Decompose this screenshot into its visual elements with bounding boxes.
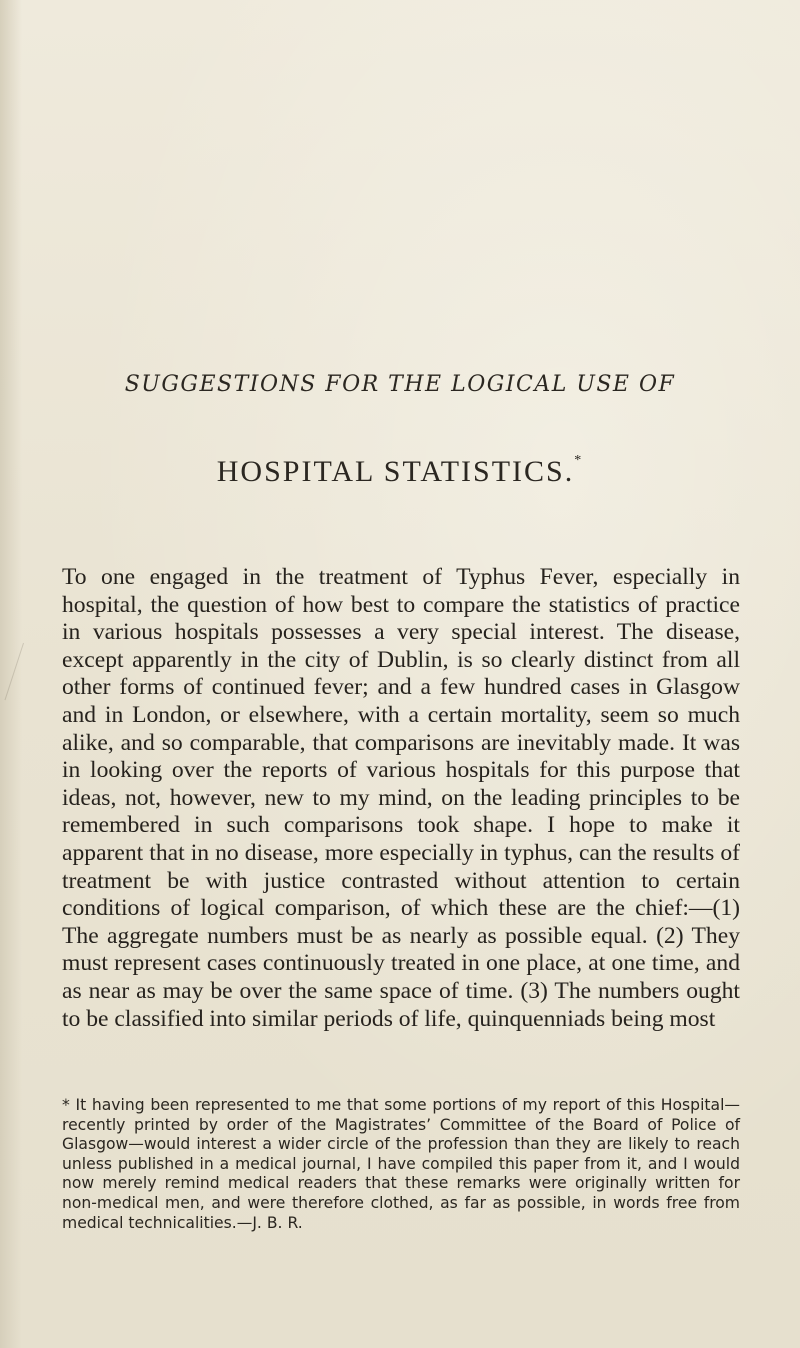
- footnote: * It having been represented to me that some portions of my report of this Hospital—recently printed by order of the Magistrates’ Committee of the Board of Police of Glasgow—would interest a wider circle of the profession than they are likely to reach unless published in a medical journal, I have compiled this paper from it, and I would now merely remind medical readers that these remarks were originally written for non-medical men, and were therefore clothed, as far as possible, in words free from medical technicalities.—J. B. R.: [62, 1096, 740, 1232]
- footnote-marker: *: [574, 453, 584, 468]
- title-line-1: [60, 372, 740, 397]
- title-line-2-text: HOSPITAL STATISTICS.: [216, 455, 575, 488]
- body-paragraph: To one engaged in the treatment of Typhus Fever, especially in hospital, the question of how best to compare the statistics of practice in various hospitals possesses a very special interest. The disease, except apparently in the city of Dublin, is so clearly distinct from all other forms of continued fever; and a few hundred cases in Glasgow and in London, or elsewhere, with a certain mortality, seem so much alike, and so comparable, that comparisons are inevitably made. It was in looking over the reports of various hospitals for this purpose that ideas, not, however, new to my mind, on the leading principles to be remembered in such comparisons took shape. I hope to make it apparent that in no disease, more especially in typhus, can the results of treatment be with justice contrasted without attention to certain conditions of logical comparison, of which these are the chief:—(1) The aggregate numbers must be as nearly as possible equal. (2) They must represent cases continuously treated in one place, at one time, and as near as may be over the same space of time. (3) The numbers ought to be classified into similar periods of life, quinquenniads being most: [62, 564, 740, 1032]
- title-line-2: [60, 455, 740, 489]
- title-line-1-text: SUGGESTIONS FOR THE LOGICAL USE OF: [124, 372, 676, 397]
